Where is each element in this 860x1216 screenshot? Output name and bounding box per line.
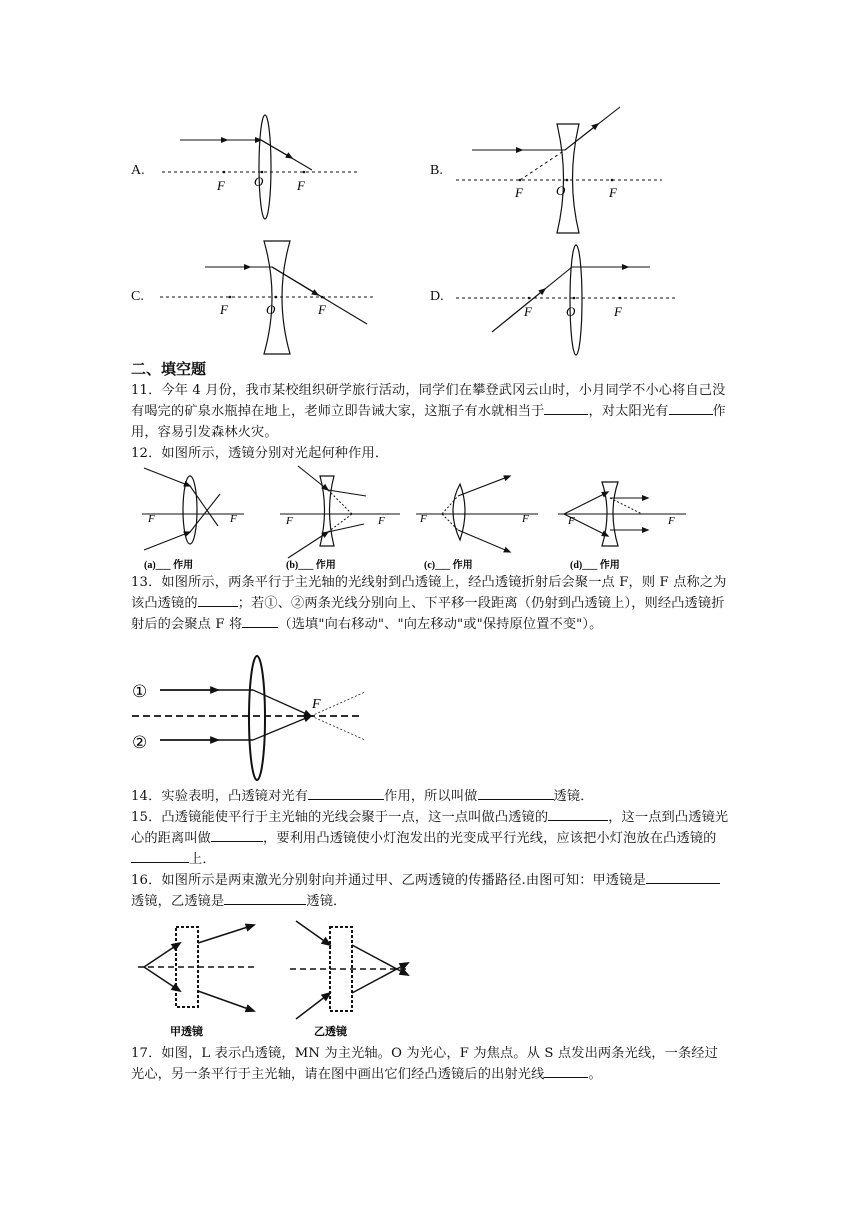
answer-blank[interactable] (198, 593, 238, 607)
lens-yi-diagram (290, 921, 408, 1019)
option-a-diagram (140, 108, 380, 226)
focus-label: F (668, 515, 675, 527)
focus-label: F (524, 304, 532, 319)
q13-figure (130, 650, 380, 785)
center-label: O (556, 183, 566, 198)
option-c-diagram (150, 236, 380, 358)
answer-blank[interactable] (669, 401, 713, 415)
concave-lens (557, 124, 579, 233)
answer-blank[interactable] (548, 807, 608, 821)
focus-label: F (286, 515, 293, 527)
focus-label: F (522, 513, 529, 525)
center-label: O (566, 304, 576, 319)
q12-figure (138, 462, 690, 572)
focus-label: F (148, 513, 155, 525)
question-17: 17．如图，L 表示凸透镜，MN 为主光轴。O 为光心，F 为焦点。从 S 点发出两条光线，一条经过光心，另一条平行于主光轴，请在图中画出它们经凸透镜后的出射光线 。 (131, 1046, 718, 1082)
focus-label: F (312, 697, 321, 712)
convex-lens (249, 656, 265, 780)
answer-blank[interactable] (544, 401, 588, 415)
q12-diagram-b (280, 466, 400, 558)
answer-blank[interactable] (224, 891, 306, 905)
convex-lens (259, 115, 271, 219)
q12-diagram-c (416, 476, 538, 552)
focus-label: F (230, 513, 237, 525)
q12-caption-c: (c)___ 作用 (424, 560, 473, 571)
answer-blank[interactable] (211, 828, 263, 842)
answer-blank[interactable] (646, 870, 720, 884)
focus-label: F (609, 185, 617, 200)
answer-blank[interactable] (478, 786, 554, 800)
q12-caption-d: (d)___ 作用 (570, 560, 620, 571)
q12-diagram-a (142, 468, 244, 550)
q12-diagram-d (558, 482, 686, 546)
answer-blank[interactable] (131, 849, 189, 863)
question-14: 14．实验表明，凸透镜对光有 作用，所以叫做 透镜． (131, 786, 731, 807)
section-title: 二、填空题 (131, 360, 207, 378)
center-label: O (254, 174, 264, 189)
q12-caption-b: (b)___ 作用 (286, 560, 336, 571)
focus-label: F (220, 302, 228, 317)
focus-label: F (420, 513, 427, 525)
option-d-label: D. (430, 289, 444, 304)
convex-lens (570, 245, 582, 355)
focus-label: F (378, 515, 385, 527)
option-c-label: C. (131, 289, 144, 304)
focus-label: F (614, 304, 622, 319)
answer-blank[interactable] (242, 614, 278, 628)
focus-label: F (568, 515, 575, 527)
option-b-diagram (450, 100, 670, 236)
focus-label: F (217, 178, 225, 193)
option-b-label: B. (430, 163, 443, 178)
center-label: O (266, 302, 276, 317)
answer-blank[interactable] (544, 1064, 588, 1078)
q16-figure (136, 915, 416, 1039)
focus-label: F (515, 185, 523, 200)
lens-jia-diagram (138, 925, 258, 1011)
question-15: 15．凸透镜能使平行于主光轴的光线会聚于一点，这一点叫做凸透镜的 ，这一点到凸透镜光心的距离叫做 ，要利用凸透镜使小灯泡发出的光变成平行光线，应该把小灯泡放在凸透镜的上． (131, 807, 731, 870)
option-d-diagram (450, 236, 680, 358)
label-lens-yi: 乙透镜 (314, 1026, 347, 1038)
ray-1-label: ① (132, 682, 148, 701)
answer-blank[interactable] (308, 786, 384, 800)
question-11: 11．今年 4 月份，我市某校组织研学旅行活动，同学们在攀登武冈云山时，小月同学不小心将自己没有喝完的矿泉水瓶掉在地上，老师立即告诫大家，这瓶子有水就相当于 ，对太阳光有 作用，容易引发森林火灾。 (131, 383, 726, 440)
question-13: 13．如图所示，两条平行于主光轴的光线射到凸透镜上，经凸透镜折射后会聚一点 F，则 F 点称之为该凸透镜的 ；若①、②两条光线分别向上、下平移一段距离（仍射到凸透镜上），则经凸透镜折射后的会聚点 F 将 （选填"向右移动"、"向左移动"或"保持原位置不变"）。 (131, 575, 727, 632)
focus-label: F (318, 302, 326, 317)
question-16: 16．如图所示是两束激光分别射向并通过甲、乙两透镜的传播路径.由图可知：甲透镜是透镜，乙透镜是 透镜． (131, 870, 731, 912)
q12-caption-a: (a)___ 作用 (144, 560, 194, 571)
focus-label: F (297, 178, 305, 193)
option-a-label: A. (131, 163, 145, 178)
label-lens-jia: 甲透镜 (170, 1026, 203, 1038)
ray-2-label: ② (132, 733, 148, 752)
question-12: 12．如图所示，透镜分别对光起何种作用． (131, 446, 389, 461)
